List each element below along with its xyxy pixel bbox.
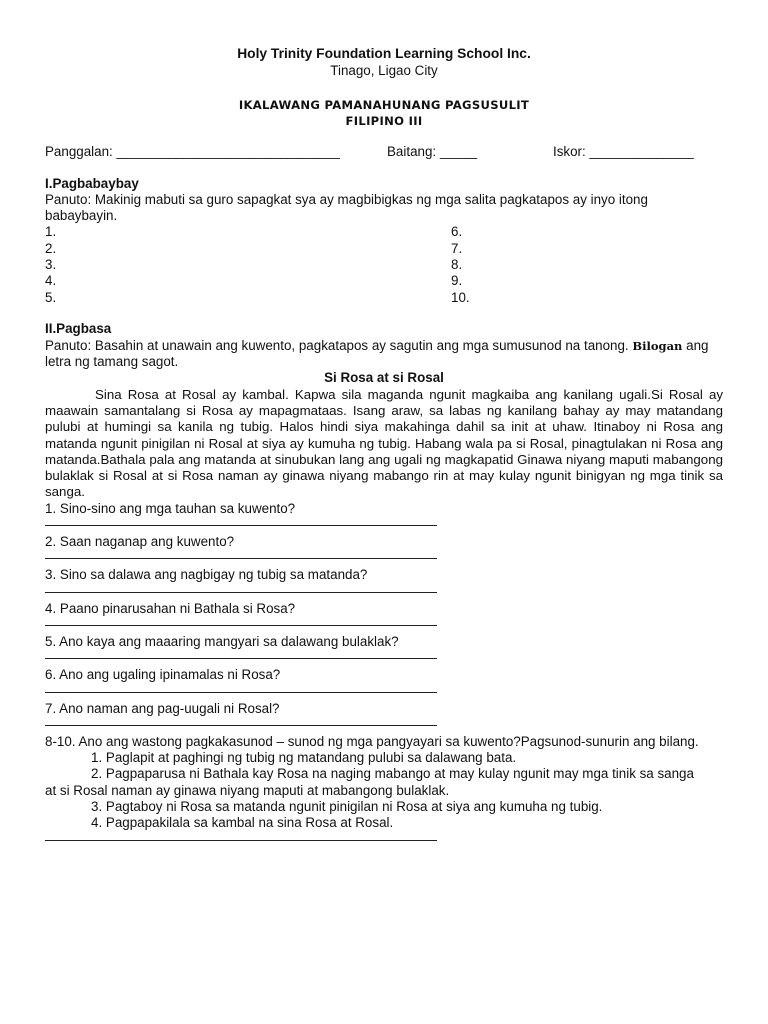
question: 2. Saan naganap ang kuwento? [45,534,235,550]
grade-field[interactable]: Baitang: _____ [387,143,478,159]
section-heading-pagbabaybay: I.Pagbabaybay [45,175,139,191]
answer-line[interactable] [45,550,437,559]
answer-line[interactable] [45,617,437,626]
score-field[interactable]: Iskor: ______________ [553,143,694,159]
sequence-item-continuation: at si Rosal naman ay ginawa niyang maputi at mabangong bulaklak. [45,782,450,798]
answer-line[interactable] [45,832,437,841]
sequence-item: 3. Pagtaboy ni Rosa sa matanda ngunit pinigilan ni Rosa at siya ang kumuha ng tubig. [91,799,603,815]
spelling-number: 5. [45,289,57,305]
spelling-number: 1. [45,224,57,240]
sequence-item: 1. Paglapit at paghingi ng tubig ng matandang pulubi sa dalawang bata. [91,750,517,766]
question: 5. Ano kaya ang maaaring mangyari sa dalawang bulaklak? [45,633,399,649]
answer-line[interactable] [45,684,437,693]
question: 3. Sino sa dalawa ang nagbigay ng tubig sa matanda? [45,567,368,583]
sequence-item: 4. Pagpapakilala sa kambal na sina Rosa at Rosal. [91,815,394,831]
instruction-emphasis: Bilogan [632,338,683,353]
spelling-number: 3. [45,257,57,273]
exam-sheet [45,46,723,849]
instruction-text: Panuto: Basahin at unawain ang kuwento, pagkatapos ay sagutin ang mga sumusunod na tanong. [45,337,629,353]
school-location: Tinago, Ligao City [330,63,438,79]
question: 7. Ano naman ang pag-uugali ni Rosal? [45,700,280,716]
question: 6. Ano ang ugaling ipinamalas ni Rosa? [45,667,281,683]
spelling-number: 9. [451,273,463,289]
spelling-number: 2. [45,240,57,256]
section-instruction [45,338,723,371]
spelling-number: 7. [451,240,463,256]
exam-subject: FILIPINO III [345,114,423,129]
section-instruction: Panuto: Makinig mabuti sa guro sapagkat sya ay magbibigkas ng mga salita pagkatapos ay inyo itong babaybayin. [45,191,648,224]
spelling-number: 8. [451,257,463,273]
question-list [45,501,723,726]
exam-title [45,97,723,130]
answer-line[interactable] [45,650,437,659]
spelling-number: 4. [45,273,57,289]
spelling-number: 6. [451,224,463,240]
answer-line[interactable] [45,717,437,726]
sequence-prompt: 8-10. Ano ang wastong pagkakasunod – sunod ng mga pangyayari sa kuwento?Pagsunod-sunurin ang bilang. [45,733,699,749]
school-name: Holy Trinity Foundation Learning School Inc. [237,46,531,61]
spelling-numbers [45,224,723,306]
spelling-number: 10. [451,289,470,305]
instruction-text: ang letra ng tamang sagot. [45,337,709,370]
story-text: Sina Rosa at Rosal ay kambal. Kapwa sila maganda ngunit magkaiba ang kanilang ugali.Si Rosal ay maawain samantalang si Rosa ay mapagmataas. Isang araw, sa labas ng kanilang bahay ay may matandang pulubi at humingi sa kanila ng tubig. Halos hindi siya makahinga dahil sa init at uhaw. Itinaboy ni Rosa ang matanda ngunit pinigilan ni Rosal at siya ay kumuha ng tubig. Habang wala pa si Rosal, pinagtulakan ni Rosa ang matanda.Bathala pala ang matanda at sinubukan lang ang ugali ng magkapatid Ginawa niyang maputi mabangong bulaklak si Rosal at si Rosa naman ay ginawa niyang mabango rin at may kulay ngunit binigyan ng mga tinik sa sanga. [45,386,723,500]
sequence-item: 2. Pagpaparusa ni Bathala kay Rosa na naging mabango at may kulay ngunit may mga tinik sa sanga [91,766,694,782]
story-title: Si Rosa at si Rosal [324,370,444,386]
name-field[interactable]: Panggalan: ______________________________ [45,143,340,159]
answer-line[interactable] [45,517,437,526]
question: 4. Paano pinarusahan ni Bathala si Rosa? [45,600,296,616]
answer-line[interactable] [45,584,437,593]
section-heading-pagbasa: II.Pagbasa [45,321,112,337]
student-info-row [45,144,723,162]
exam-title-text: IKALAWANG PAMANAHUNANG PAGSUSULIT [238,97,530,112]
question: 1. Sino-sino ang mga tauhan sa kuwento? [45,500,296,516]
sequence-question [45,734,723,841]
